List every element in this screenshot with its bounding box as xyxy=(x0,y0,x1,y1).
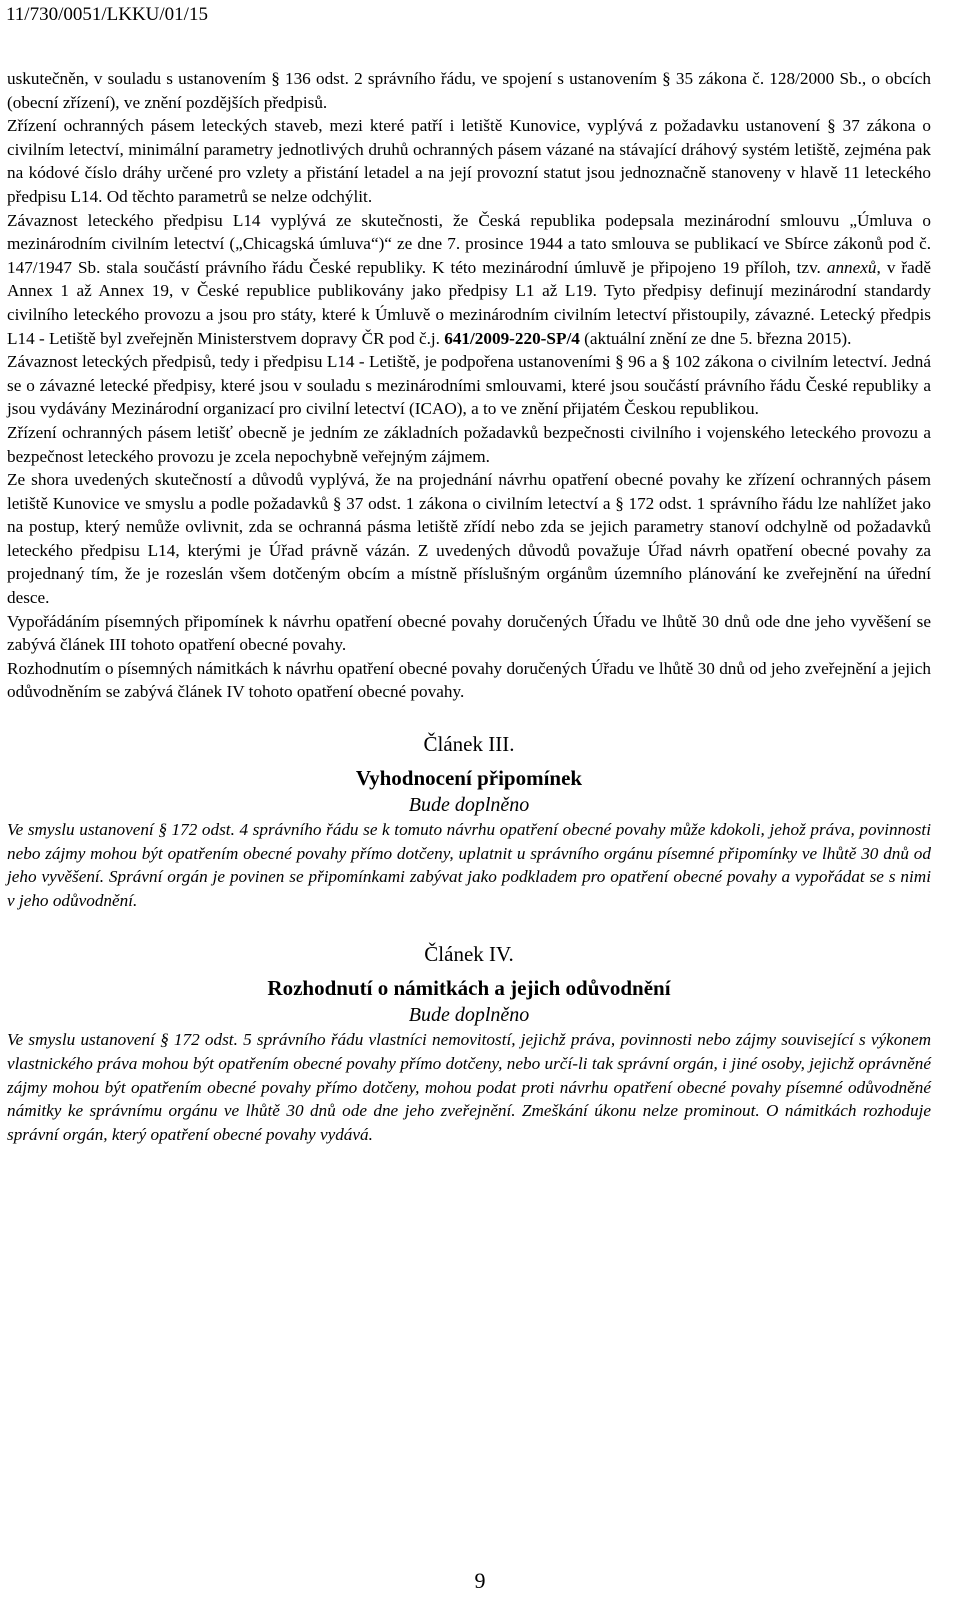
paragraph-conclusion: Ze shora uvedených skutečností a důvodů vyplývá, že na projednání návrhu opatření obecné povahy ke zřízení ochranných pásem letiště Kunovice ve smyslu a podle požadavků § 37 odst. 1 zákona o civilním letectví a § 172 odst. 1 správního řádu lze nahlížet jako na postup, který nemůže ovlivnit, zda se ochranná pásma letiště zřídí nebo zda se jejich parametry stanoví odchylně od požadavků leteckého předpisu L14, kterými je Úřad právně vázán. Z uvedených důvodů považuje Úřad návrh opatření obecné povahy za projednaný tím, že je rozeslán všem dotčeným obcím a místně příslušným orgánům územního plánování ke zveřejnění na úřední desce. xyxy=(7,470,931,608)
paragraph-l14-text-cont: , v řadě Annex 1 až Annex 19, v České republice publikovány jako předpisy L1 až L19. Tyto předpisy definují mezinárodní standardy civilního leteckého provozu a jsou pro státy, které k Úmluvě o mezinárodním civilním letectví přistoupily, závazné. Letecký předpis L14 - Letiště byl zveřejněn Ministerstvem dopravy ČR pod č.j. xyxy=(7,257,931,348)
annex-term: annexů xyxy=(826,257,877,277)
paragraph-safety: Zřízení ochranných pásem letišť obecně je jedním ze základních požadavků bezpečnosti civilního i vojenského leteckého provozu a bezpečnost leteckého provozu je zcela nepochybně veřejným zájmem. xyxy=(7,422,931,466)
paragraph-regulation-support: Závaznost leteckých předpisů, tedy i předpisu L14 - Letiště, je podpořena ustanoveními § 96 a § 102 zákona o civilním letectví. Jedná se o závazné letecké předpisy, které jsou v souladu s mezinárodními smlouvami, které jsou součástí právního řádu České republiky a jsou vydávány Mezinárodní organizací pro civilní letectví (ICAO), a to ve znění přijatém Českou republikou. xyxy=(7,352,931,419)
paragraph-comments-ref: Vypořádáním písemných připomínek k návrhu opatření obecné povahy doručených Úřadu ve lhůtě 30 dnů ode dne jeho vyvěšení se zabývá článek III tohoto opatření obecné povahy. xyxy=(7,611,931,655)
paragraph-objections-ref: Rozhodnutím o písemných námitkách k návrhu opatření obecné povahy doručených Úřadu ve lhůtě 30 dnů od jeho zveřejnění a jejich odůvodněním se zabývá článek IV tohoto opatření obecné povahy. xyxy=(7,658,931,702)
article-4-heading: Rozhodnutí o námitkách a jejich odůvodnění xyxy=(267,976,671,1001)
paragraph-l14-text-end: (aktuální znění ze dne 5. března 2015). xyxy=(579,328,852,348)
article-3-text: Ve smyslu ustanovení § 172 odst. 4 správního řádu se k tomuto návrhu opatření obecné povahy může kdokoli, jehož práva, povinnosti nebo zájmy mohou být opatřením obecné povahy přímo dotčeny, uplatnit u správního orgánu písemné připomínky ve lhůtě 30 dnů od jeho vyvěšení. Správní orgán je povinen se připomínkami zabývat jako podkladem pro opatření obecné povahy a vypořádat se s nimi v jeho odůvodnění. xyxy=(7,820,931,910)
reference-number: 641/2009-220-SP/4 xyxy=(444,328,580,348)
paragraph-l14-binding xyxy=(7,209,931,351)
paragraph-legal-basis: uskutečněn, v souladu s ustanovením § 136 odst. 2 správního řádu, ve spojení s ustanovením § 35 zákona č. 128/2000 Sb., o obcích (obecní zřízení), ve znění pozdějších předpisů. xyxy=(7,69,931,112)
article-4-number: Článek IV. xyxy=(424,942,514,967)
paragraph-protection-zones: Zřízení ochranných pásem leteckých staveb, mezi které patří i letiště Kunovice, vyplývá z požadavku ustanovení § 37 zákona o civilním letectví, minimální parametry jednotlivých druhů ochranných pásem vázané na stávající dráhový systém letiště, zejména pak na kódové číslo dráhy určené pro vzlety a přistání letadel a na její provozní statut jsou jednoznačně stanoveny v hlavě 11 leteckého předpisu L14. Od těchto parametrů se nelze odchýlit. xyxy=(7,116,931,206)
document-reference-number: 11/730/0051/LKKU/01/15 xyxy=(6,4,208,25)
page-number: 9 xyxy=(474,1568,486,1593)
spacer xyxy=(7,704,931,730)
article-3-placeholder: Bude doplněno xyxy=(408,794,530,817)
article-3-heading: Vyhodnocení připomínek xyxy=(355,766,583,791)
spacer xyxy=(7,912,931,940)
paragraph-l14-text: Závaznost leteckého předpisu L14 vyplývá ze skutečnosti, že Česká republika podepsala mezinárodní smlouvu „Úmluva o mezinárodním civilním letectví („Chicagská úmluva“)“ ze dne 7. prosince 1944 a tato smlouva se publikací ve Sbírce zákonů pod č. 147/1947 Sb. stala součástí právního řádu České republiky. K této mezinárodní úmluvě je připojeno 19 příloh, tzv. xyxy=(7,210,931,277)
document-body xyxy=(7,67,931,1146)
article-4-placeholder: Bude doplněno xyxy=(408,1004,530,1027)
article-3-number: Článek III. xyxy=(423,732,515,757)
article-4-text: Ve smyslu ustanovení § 172 odst. 5 správního řádu vlastníci nemovitostí, jejichž práva, povinnosti nebo zájmy související s výkonem vlastnického práva mohou být opatřením obecné povahy přímo dotčeny, nebo určí-li tak správní orgán, i jiné osoby, jejichž oprávněné zájmy mohou být opatřením obecné povahy přímo dotčeny, mohou podat proti návrhu opatření obecné povahy písemné odůvodněné námitky ke správnímu orgánu ve lhůtě 30 dnů ode dne jeho zveřejnění. Zmeškání úkonu nelze prominout. O námitkách rozhoduje správní orgán, který opatření obecné povahy vydává. xyxy=(7,1030,931,1144)
